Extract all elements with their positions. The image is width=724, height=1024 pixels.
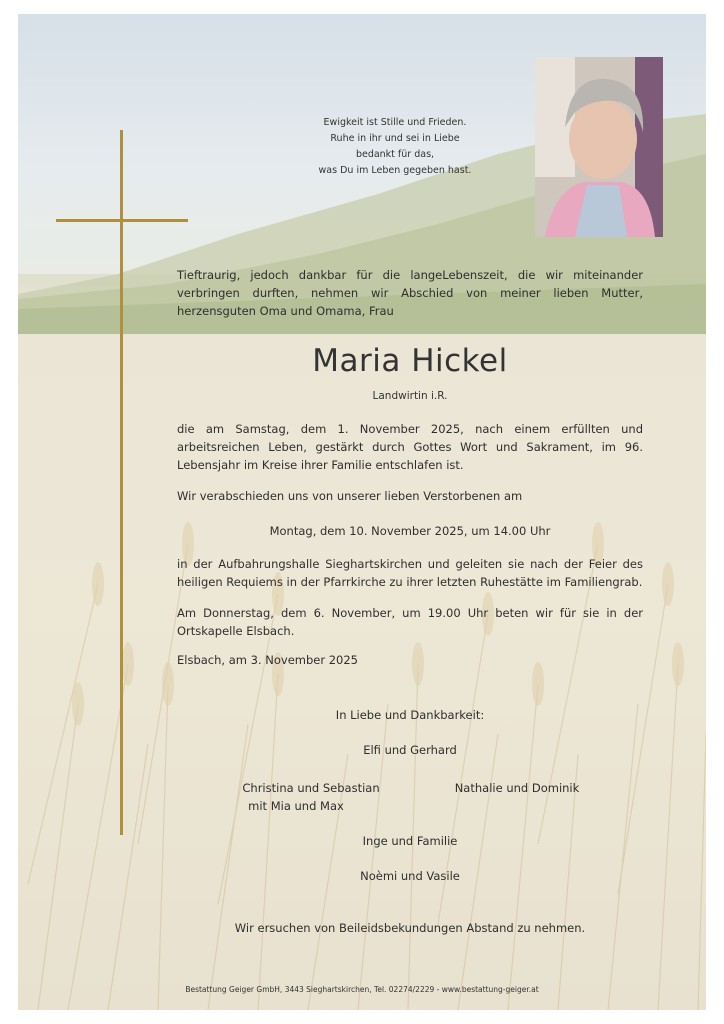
quote-line-2: Ruhe in ihr und sei in Liebe: [330, 133, 460, 144]
mourner-2-children: mit Mia und Max: [248, 799, 344, 813]
quote-line-4: was Du im Leben gegeben hast.: [318, 165, 472, 176]
deceased-name: Maria Hickel: [312, 343, 508, 379]
place-date: Elsbach, am 3. November 2025: [177, 653, 359, 667]
funeral-paragraph: in der Aufbahrungshalle Sieghartskirchen und geleiten sie nach der Feier des heiligen Requiems in der Pfarrkirche zu ihrer letzten Ruhestätte im Familiengrab.: [177, 557, 643, 589]
mourner-2: Christina und Sebastian: [242, 781, 380, 795]
mourner-1: Elfi und Gerhard: [363, 743, 457, 757]
portrait-photo: [535, 57, 663, 237]
death-paragraph: die am Samstag, dem 1. November 2025, nach einem erfüllten und arbeitsreichen Leben, gestärkt durch Gottes Wort und Sakrament, im 96. Lebensjahr im Kreise ihrer Familie entschlafen ist.: [177, 422, 643, 472]
mourners-heading: In Liebe und Dankbarkeit:: [335, 708, 485, 722]
intro-paragraph: Tieftraurig, jedoch dankbar für die langeLebenszeit, die wir miteinander verbringen durften, nehmen wir Abschied von meiner lieben Mutter, herzensguten Oma und Omama, Frau: [177, 268, 643, 318]
mourner-3: Nathalie und Dominik: [454, 781, 580, 795]
footer-funeral-home: Bestattung Geiger GmbH, 3443 Sieghartskirchen, Tel. 02274/2229 - www.bestattung-geiger.at: [185, 985, 539, 994]
prayer-paragraph: Am Donnerstag, dem 6. November, um 19.00 Uhr beten wir für sie in der Ortskapelle Elsbach.: [177, 606, 643, 638]
funeral-date: Montag, dem 10. November 2025, um 14.00 Uhr: [269, 524, 551, 538]
condolence-note: Wir ersuchen von Beileidsbekundungen Abstand zu nehmen.: [234, 921, 586, 935]
deceased-title: Landwirtin i.R.: [372, 390, 448, 402]
farewell-line: Wir verabschieden uns von unserer lieben Verstorbenen am: [177, 489, 523, 503]
quote-line-1: Ewigkeit ist Stille und Frieden.: [323, 117, 467, 128]
quote-line-3: bedankt für das,: [355, 149, 435, 160]
mourner-4: Inge und Familie: [362, 834, 458, 848]
mourner-5: Noèmi und Vasile: [360, 869, 460, 883]
memorial-quote: [290, 115, 500, 179]
cross-vertical-bar: [120, 130, 123, 835]
cross-horizontal-bar: [56, 219, 188, 222]
